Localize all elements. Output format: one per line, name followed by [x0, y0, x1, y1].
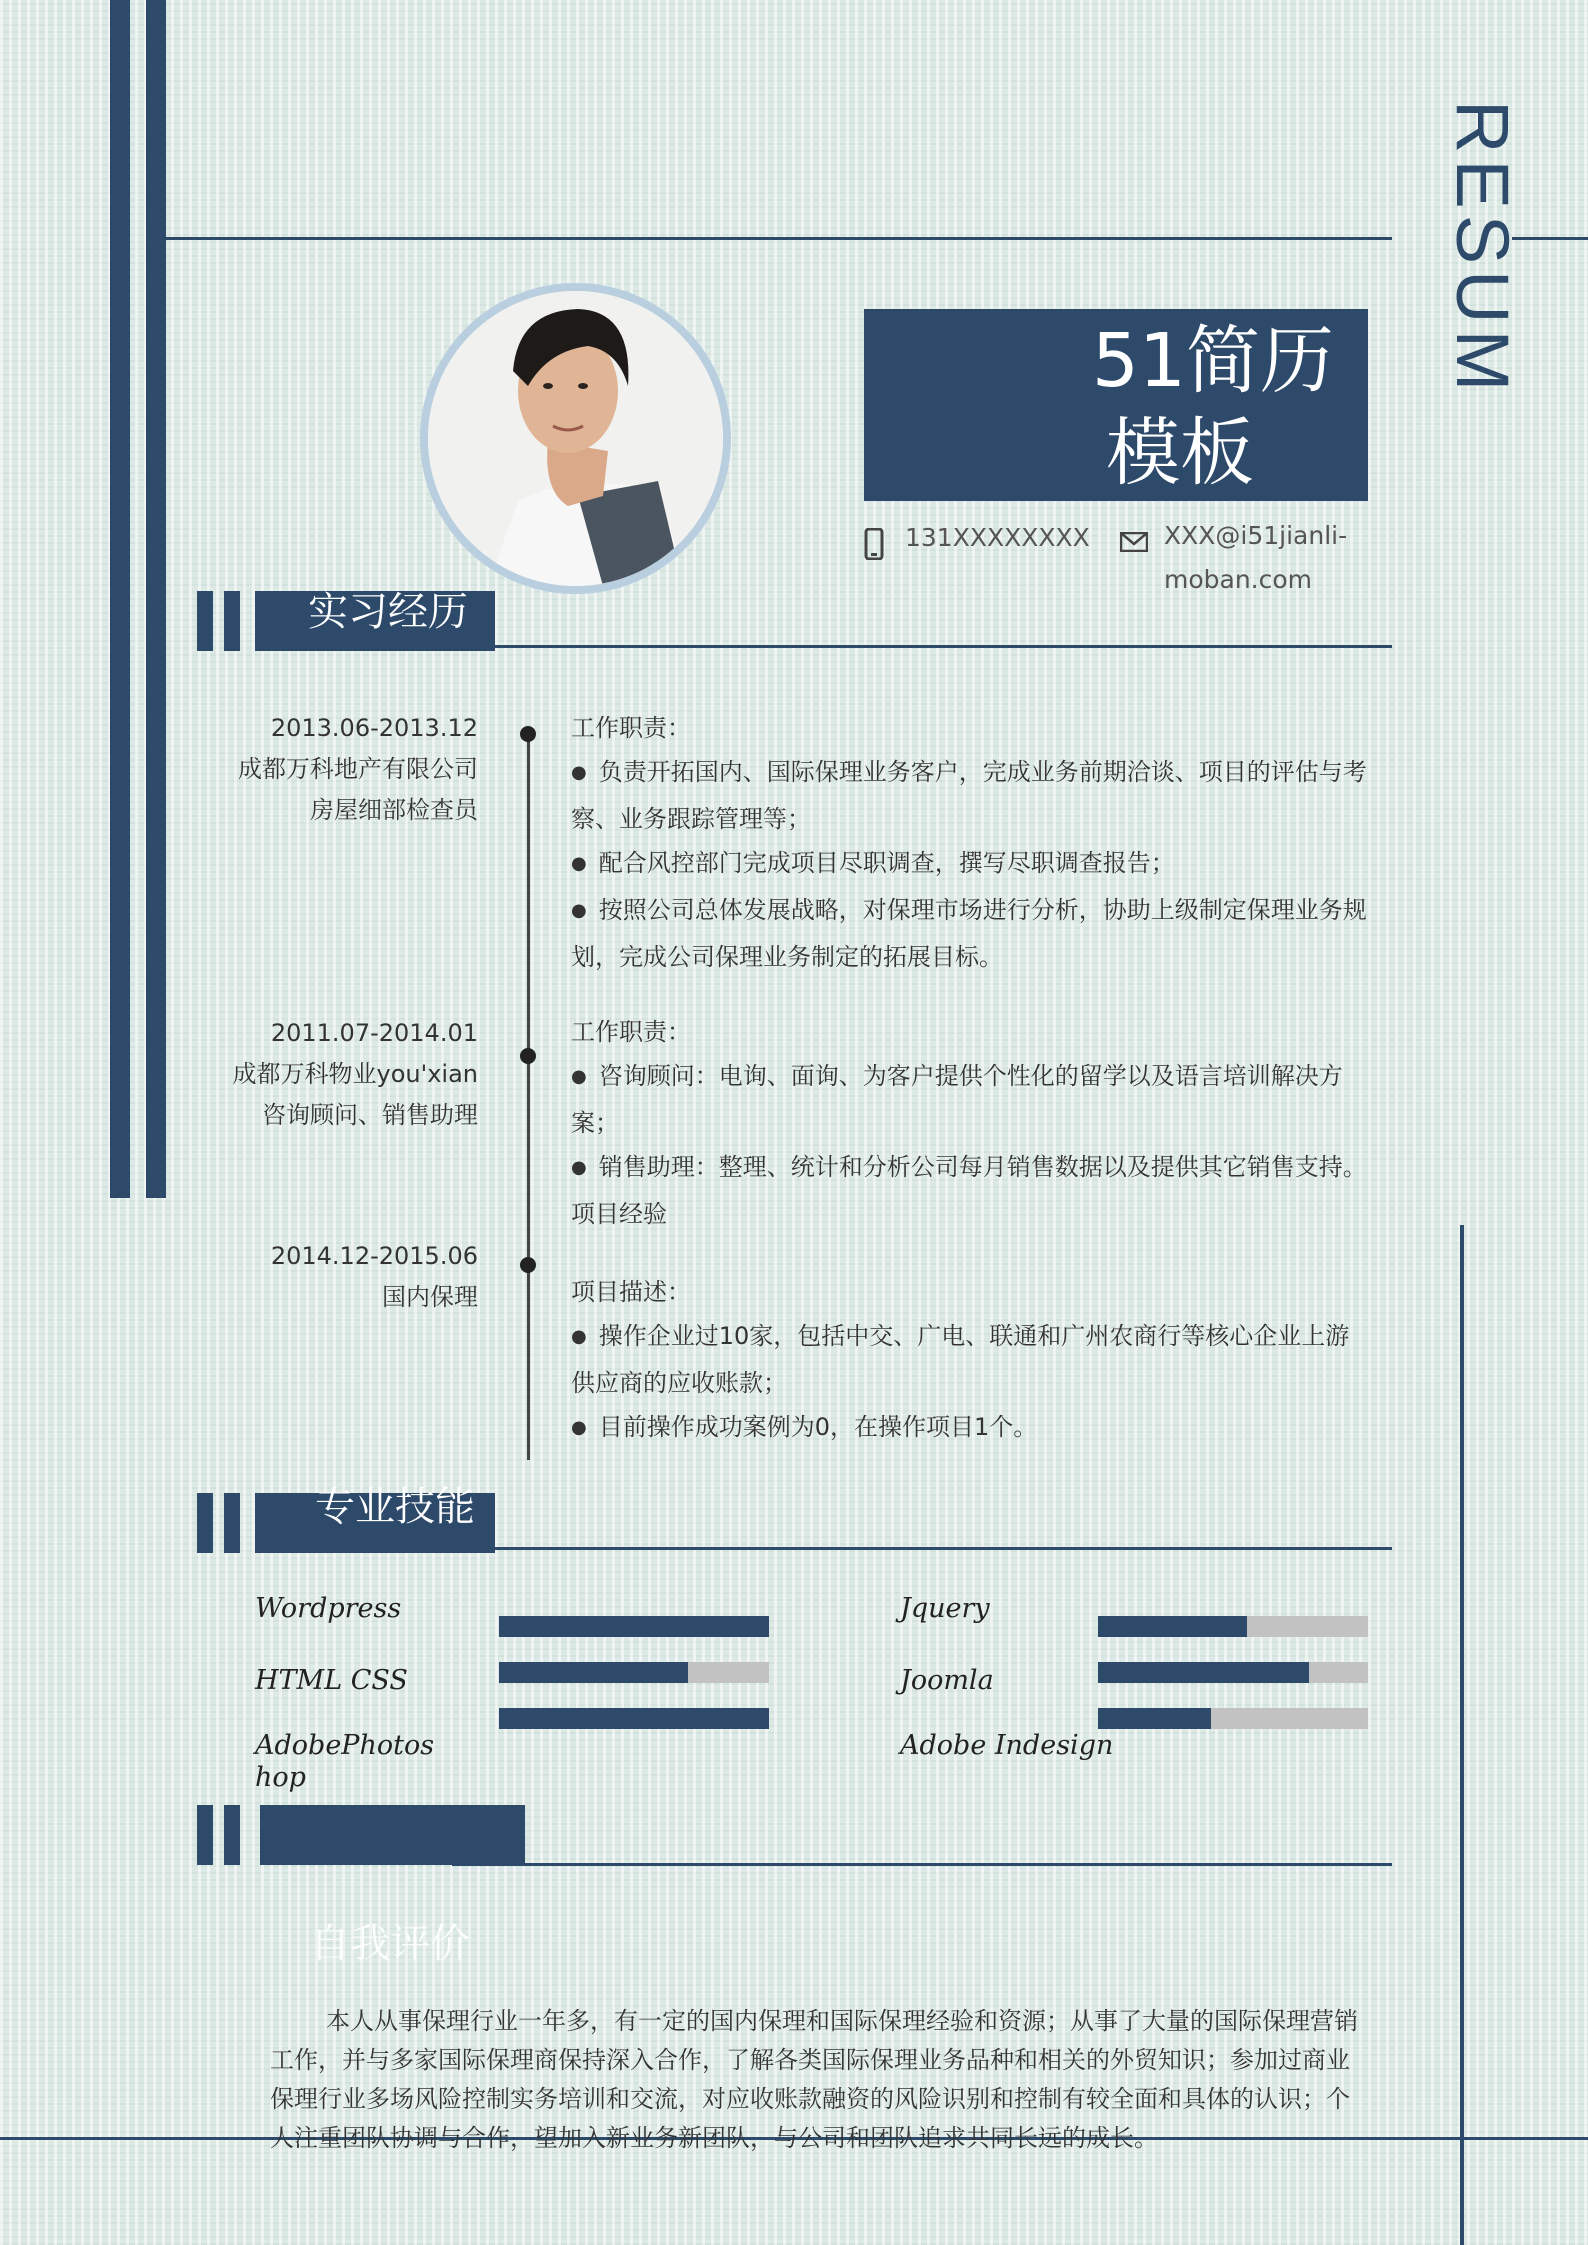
job-heading: 项目描述： [571, 1278, 691, 1306]
skill-bar [499, 1662, 769, 1683]
section-stripe [197, 1493, 213, 1553]
resume-title-box [864, 309, 1368, 501]
right-vertical-line [1460, 1225, 1464, 2245]
job-bullet [571, 841, 1371, 888]
job-bullet-text: 销售助理：整理、统计和分析公司每月销售数据以及提供其它销售支持。 [598, 1153, 1367, 1181]
job-bullet [571, 750, 1371, 841]
header-divider [166, 237, 1392, 240]
job-details [571, 1010, 1371, 1236]
job-heading: 工作职责： [571, 1018, 691, 1046]
phone-icon [864, 528, 884, 560]
job-position: 咨询顾问、销售助理 [262, 1101, 478, 1129]
skill-bar [1098, 1662, 1368, 1683]
skill-name: Wordpress [255, 1593, 402, 1624]
title-line-2: 模板 [1106, 410, 1254, 496]
job-meta [238, 708, 478, 831]
email-address [1164, 514, 1347, 602]
section-stripe [224, 1805, 240, 1865]
skill-bar [499, 1616, 769, 1637]
job-date: 2013.06-2013.12 [270, 714, 478, 742]
job-bullet [571, 1405, 1371, 1452]
job-bullet-text: 目前操作成功案例为0，在操作项目1个。 [598, 1413, 1038, 1441]
skill-bar [1098, 1708, 1368, 1729]
skill-bar-fill [499, 1616, 769, 1637]
section-header-block [260, 1805, 525, 1865]
job-details [571, 706, 1371, 979]
section-title-self-eval: 自我评价 [310, 1921, 470, 1967]
job-bullet-text: 配合风控部门完成项目尽职调查，撰写尽职调查报告； [598, 849, 1175, 877]
envelope-icon [1120, 532, 1148, 552]
job-meta [271, 1236, 478, 1318]
skill-name: Joomla [900, 1665, 994, 1696]
skill-bar [499, 1708, 769, 1729]
timeline-dot [520, 1048, 536, 1064]
title-line-1: 51简历 [1091, 318, 1334, 404]
skill-name: HTML CSS [255, 1665, 408, 1696]
timeline-line [527, 730, 530, 1460]
portrait-image [428, 291, 723, 586]
job-bullet-text: 操作企业过10家，包括中交、广电、联通和广州农商行等核心企业上游供应商的应收账款； [571, 1322, 1350, 1397]
section-stripe [197, 1805, 213, 1865]
job-meta [233, 1013, 478, 1136]
section-divider [495, 1547, 1392, 1550]
section-divider [495, 645, 1392, 648]
job-bullet-text: 负责开拓国内、国际保理业务客户，完成业务前期洽谈、项目的评估与考察、业务跟踪管理等； [571, 758, 1367, 833]
skill-name: Jquery [900, 1593, 990, 1624]
job-bullet [571, 888, 1371, 979]
resume-side-label: RESUM [1441, 100, 1524, 398]
job-trailing: 项目经验 [571, 1200, 667, 1228]
job-bullet-text: 咨询顾问：电询、面询、为客户提供个性化的留学以及语言培训解决方案； [571, 1062, 1343, 1137]
timeline-dot [520, 726, 536, 742]
skill-name: AdobePhotoshop [255, 1730, 435, 1793]
skill-bar-fill [1098, 1708, 1211, 1729]
self-evaluation-text: 本人从事保理行业一年多，有一定的国内保理和国际保理经验和资源；从事了大量的国际保理营销工作，并与多家国际保理商保持深入合作，了解各类国际保理业务品种和相关的外贸知识；参加过商业保理行业多场风险控制实务培训和交流，对应收账款融资的风险识别和控制有较全面和具体的认识；个人注重团队协调与合作，望加入新业务新团队，与公司和团队追求共同长远的成长。 [270, 2007, 1358, 2152]
job-company: 成都万科物业you'xian [232, 1060, 478, 1088]
job-details [571, 1270, 1371, 1452]
email-line: moban.com [1164, 565, 1313, 594]
job-company: 国内保理 [382, 1283, 478, 1311]
left-vertical-bar [146, 0, 166, 1198]
left-vertical-bar [110, 0, 130, 1198]
email-line: XXX@i51jianli- [1164, 521, 1348, 550]
section-divider [452, 1863, 1392, 1866]
job-bullet [571, 1314, 1371, 1405]
skill-bar [1098, 1616, 1368, 1637]
section-stripe [224, 1493, 240, 1553]
job-date: 2014.12-2015.06 [270, 1242, 478, 1270]
skill-bar-fill [1098, 1662, 1309, 1683]
job-heading: 工作职责： [571, 714, 691, 742]
timeline-dot [520, 1257, 536, 1273]
section-stripe [197, 591, 213, 651]
job-date: 2011.07-2014.01 [270, 1019, 478, 1047]
skill-bar-fill [499, 1662, 688, 1683]
avatar [420, 283, 731, 594]
skill-bar-fill [499, 1708, 769, 1729]
section-stripe [224, 591, 240, 651]
job-bullet-text: 按照公司总体发展战略，对保理市场进行分析，协助上级制定保理业务规划，完成公司保理业务制定的拓展目标。 [571, 896, 1367, 971]
skill-bar-fill [1098, 1616, 1247, 1637]
job-company: 成都万科地产有限公司 [238, 755, 478, 783]
section-title-skills: 专业技能 [315, 1484, 475, 1530]
job-bullet [571, 1054, 1371, 1145]
job-bullet [571, 1145, 1371, 1192]
job-position: 房屋细部检查员 [310, 796, 478, 824]
phone-number: 131XXXXXXXX [905, 523, 1090, 552]
section-title-internship: 实习经历 [308, 589, 468, 635]
skill-name: Adobe Indesign [900, 1730, 1114, 1761]
